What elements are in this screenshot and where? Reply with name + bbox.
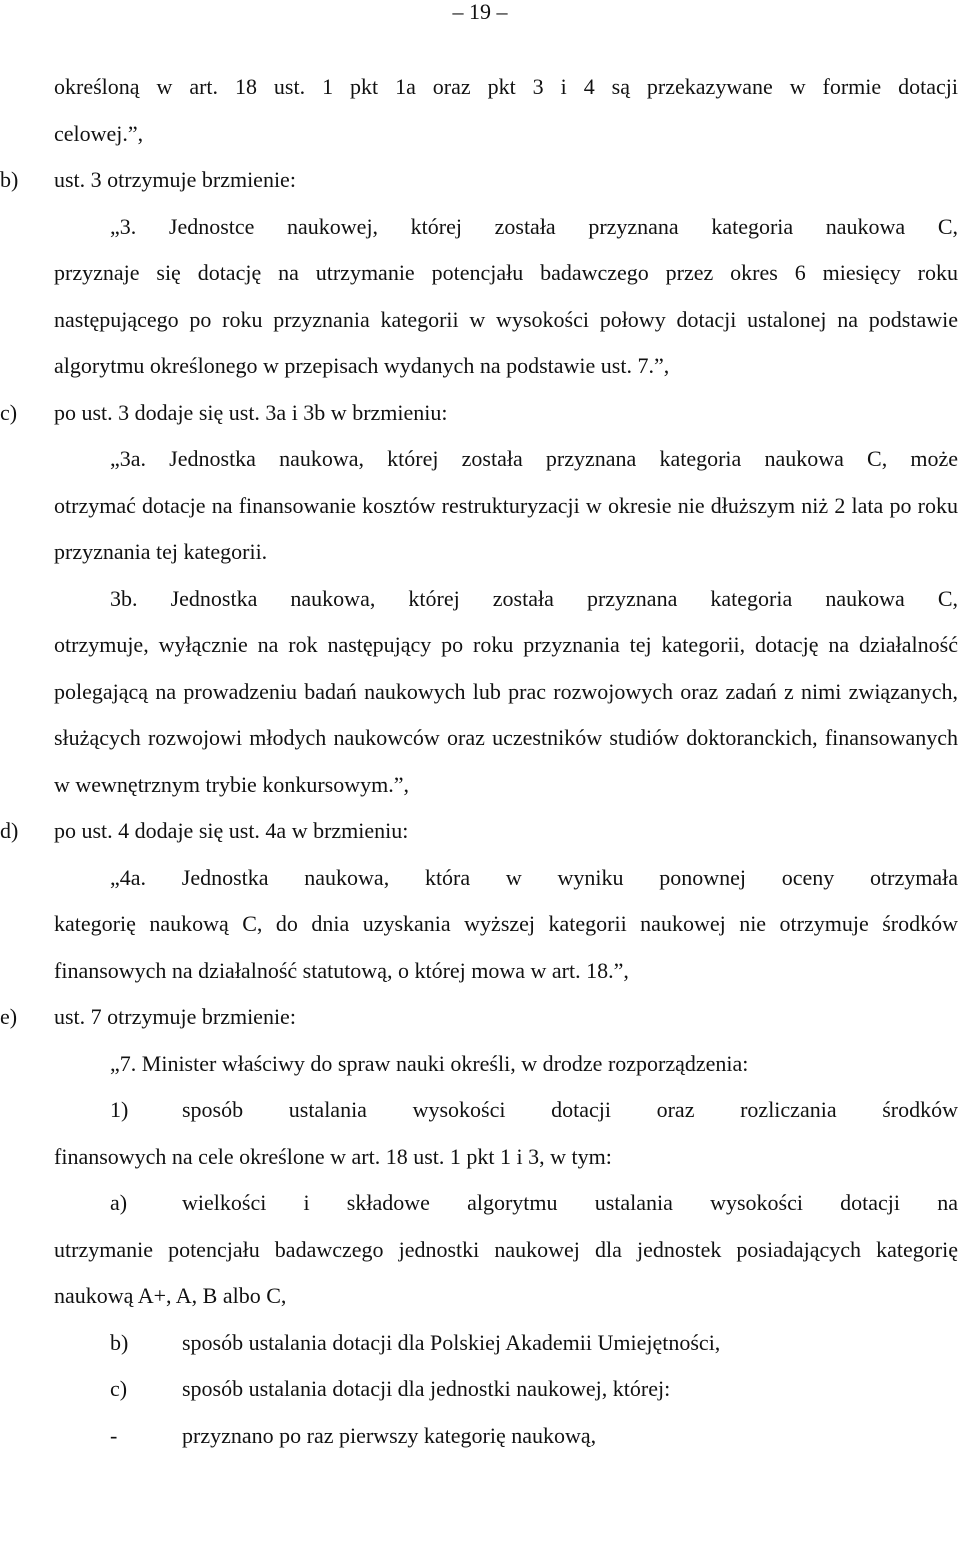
paragraph-line bbox=[54, 1180, 958, 1227]
letter-text: sposób ustalania dotacji dla jednostki naukowej, której: bbox=[182, 1376, 671, 1401]
point-text: sposób ustalania wysokości dotacji oraz rozliczania środków bbox=[182, 1097, 958, 1122]
paragraph-text: przyznaje się dotację na utrzymanie potencjału badawczego przez okres 6 miesięcy roku następującego po roku przyznania kategorii w wysokości połowy dotacji ustalonej na podstawie algorytmu określonego w przepisach wydanych na podstawie ust. 7.”, bbox=[54, 260, 958, 378]
quoted-paragraph-3 bbox=[54, 204, 958, 390]
letter-b bbox=[54, 1320, 958, 1367]
letter-text: sposób ustalania dotacji dla Polskiej Akademii Umiejętności, bbox=[182, 1329, 721, 1355]
paragraph-text: kategorię naukową C, do dnia uzyskania wyższej kategorii naukowej nie otrzymuje środków finansowych na działalność statutową, o której mowa w art. 18.”, bbox=[54, 911, 958, 983]
list-marker: c) bbox=[0, 399, 18, 425]
list-item-text: ust. 3 otrzymuje brzmienie: bbox=[54, 167, 296, 192]
list-marker: d) bbox=[0, 818, 19, 843]
paragraph-line: 3b. Jednostka naukowa, której została przyznana kategoria naukowa C, bbox=[110, 585, 958, 611]
list-item-e bbox=[0, 994, 958, 1041]
paragraph-text: finansowych na cele określone w art. 18 ust. 1 pkt 1 i 3, w tym: bbox=[54, 1143, 612, 1169]
paragraph-line bbox=[54, 1320, 958, 1367]
paragraph-line bbox=[54, 1366, 958, 1413]
letter-marker: b) bbox=[110, 1329, 129, 1355]
paragraph-line: „7. Minister właściwy do spraw nauki określi, w drodze rozporządzenia: bbox=[110, 1050, 749, 1076]
paragraph-line: „3. Jednostce naukowej, której została przyznana kategoria naukowa C, bbox=[110, 213, 958, 239]
quoted-paragraph-3a bbox=[54, 436, 958, 576]
list-marker: b) bbox=[0, 167, 19, 192]
list-item-d bbox=[0, 808, 958, 855]
paragraph-line bbox=[54, 1087, 958, 1134]
paragraph-continuation bbox=[54, 64, 958, 157]
list-item-c bbox=[0, 390, 958, 437]
point-marker: 1) bbox=[110, 1097, 129, 1122]
paragraph-text: otrzymuje, wyłącznie na rok następujący po roku przyznania tej kategorii, dotację na działalność polegającą na prowadzeniu badań naukowych lub prac rozwojowych oraz zadań z nimi związanych, służących rozwojowi młodych naukowców oraz uczestników studiów doktoranckich, finansowanych w wewnętrznym trybie konkursowym.”, bbox=[54, 632, 958, 797]
list-item-text: po ust. 3 dodaje się ust. 3a i 3b w brzmieniu: bbox=[54, 399, 448, 425]
paragraph-text: otrzymać dotacje na finansowanie kosztów restrukturyzacji w okresie nie dłuższym niż 2 lata po roku przyznania tej kategorii. bbox=[54, 492, 958, 564]
list-item-text: po ust. 4 dodaje się ust. 4a w brzmieniu: bbox=[54, 818, 409, 843]
quoted-paragraph-7 bbox=[54, 1041, 958, 1088]
dash-text: przyznano po raz pierwszy kategorię naukową, bbox=[182, 1422, 597, 1448]
dash-item bbox=[54, 1413, 958, 1460]
paragraph-line: określoną w art. 18 ust. 1 pkt 1a oraz pkt 3 i 4 są przekazywane w formie dotacji bbox=[54, 74, 958, 99]
paragraph-line: celowej.”, bbox=[54, 120, 144, 146]
letter-marker: a) bbox=[110, 1190, 128, 1215]
point-1 bbox=[54, 1087, 958, 1180]
page-number: – 19 – bbox=[452, 0, 508, 24]
paragraph-line: „3a. Jednostka naukowa, której została przyznana kategoria naukowa C, może bbox=[110, 446, 958, 471]
paragraph-line bbox=[54, 1413, 958, 1460]
list-item-b bbox=[0, 157, 958, 204]
document-body bbox=[0, 74, 960, 1459]
letter-marker: c) bbox=[110, 1376, 128, 1401]
letter-a bbox=[54, 1180, 958, 1320]
quoted-paragraph-4a bbox=[54, 855, 958, 995]
list-item-text: ust. 7 otrzymuje brzmienie: bbox=[54, 1004, 296, 1029]
paragraph-text: utrzymanie potencjału badawczego jednostki naukowej dla jednostek posiadających kategorię naukową A+, A, B albo C, bbox=[54, 1236, 958, 1308]
letter-text: wielkości i składowe algorytmu ustalania wysokości dotacji na bbox=[182, 1190, 958, 1215]
quoted-paragraph-3b bbox=[54, 576, 958, 809]
letter-c bbox=[54, 1366, 958, 1413]
dash-marker: - bbox=[110, 1422, 118, 1448]
list-marker: e) bbox=[0, 1004, 18, 1029]
paragraph-line: „4a. Jednostka naukowa, która w wyniku ponownej oceny otrzymała bbox=[110, 864, 958, 890]
